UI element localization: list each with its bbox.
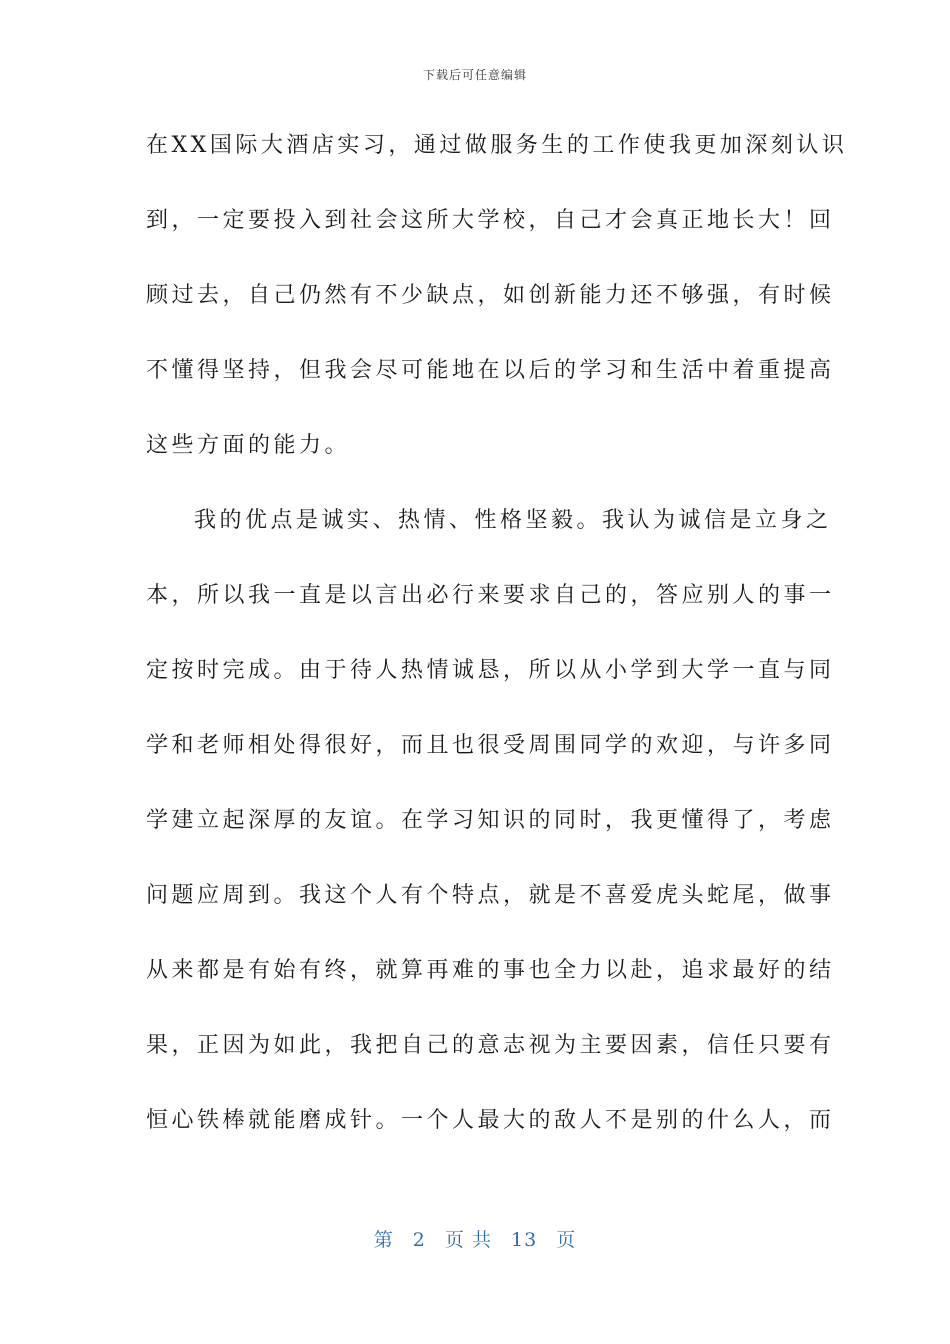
paragraph-2-line: 果，正因为如此，我把自己的意志视为主要因素，信任只要有 <box>146 1033 835 1058</box>
paragraph-2-line: 学建立起深厚的友谊。在学习知识的同时，我更懂得了，考虑 <box>146 808 835 833</box>
paragraph-1-line: 这些方面的能力。 <box>146 433 351 458</box>
paragraph-1-line: 顾过去，自己仍然有不少缺点，如创新能力还不够强，有时候 <box>146 283 835 308</box>
footer-middle: 页 共 <box>444 1229 492 1251</box>
paragraph-2-line: 定按时完成。由于待人热情诚恳，所以从小学到大学一直与同 <box>146 658 835 683</box>
document-body <box>146 120 848 1170</box>
paragraph-2-line: 从来都是有始有终，就算再难的事也全力以赴，追求最好的结 <box>146 958 835 983</box>
paragraph-2-line: 恒心铁棒就能磨成针。一个人最大的敌人不是别的什么人，而 <box>146 1108 835 1133</box>
footer-page-number: 2 <box>412 1229 426 1251</box>
paragraph-1-line: 不懂得坚持，但我会尽可能地在以后的学习和生活中着重提高 <box>146 358 835 383</box>
paragraph-2-line: 学和老师相处得很好，而且也很受周围同学的欢迎，与许多同 <box>146 733 835 758</box>
footer-prefix: 第 <box>373 1229 394 1251</box>
footer-total-pages: 13 <box>511 1229 538 1251</box>
paragraph-1-line: 在XX国际大酒店实习，通过做服务生的工作使我更加深刻认识 <box>146 133 848 158</box>
paragraph-2-line: 我的优点是诚实、热情、性格坚毅。我认为诚信是立身之 <box>194 508 832 533</box>
paragraph-2-line: 本，所以我一直是以言出必行来要求自己的，答应别人的事一 <box>146 583 835 608</box>
header-note: 下载后可任意编辑 <box>422 68 527 82</box>
footer-suffix: 页 <box>556 1229 577 1251</box>
paragraph-1-line: 到，一定要投入到社会这所大学校，自己才会真正地长大！回 <box>146 208 835 233</box>
page-footer <box>0 1225 950 1252</box>
paragraph-2-line: 问题应周到。我这个人有个特点，就是不喜爱虎头蛇尾，做事 <box>146 883 835 908</box>
